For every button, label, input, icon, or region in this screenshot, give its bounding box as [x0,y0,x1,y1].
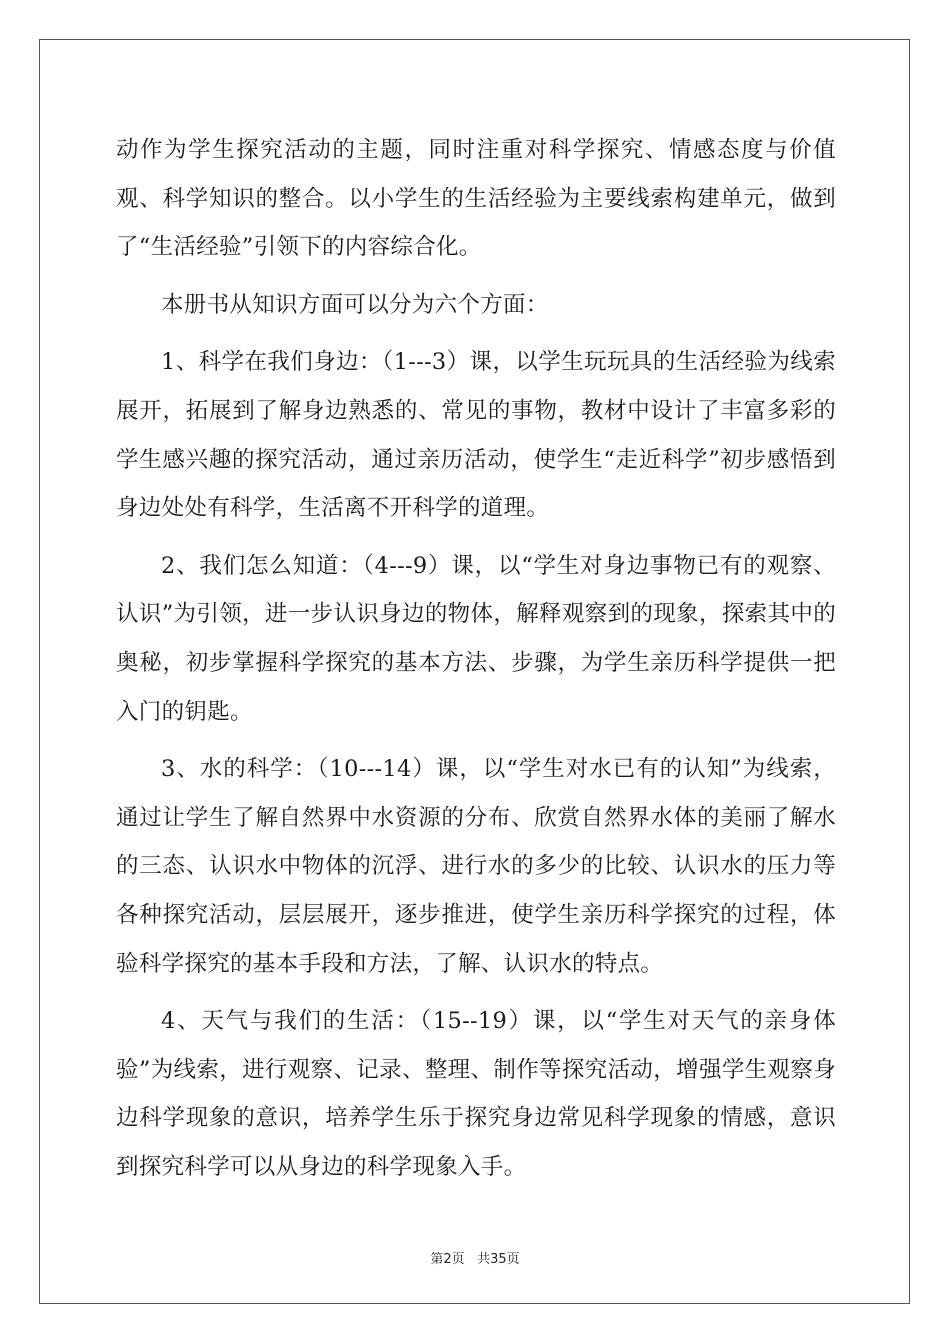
paragraph-section-1: 1、科学在我们身边：（1---3）课，以学生玩玩具的生活经验为线索展开，拓展到了解身边熟悉的、常见的事物，教材中设计了丰富多彩的学生感兴趣的探究活动，通过亲历活动，使学生“走近科学”初步感悟到身边处处有科学，生活离不开科学的道理。 [116,349,836,522]
document-body [116,126,836,1191]
paragraph-overview: 本册书从知识方面可以分为六个方面： [161,291,549,318]
page-total: 共35页 [477,1252,520,1267]
paragraph-continued: 动作为学生探究活动的主题，同时注重对科学探究、情感态度与价值观、科学知识的整合。以小学生的生活经验为主要线索构建单元，做到了“生活经验”引领下的内容综合化。 [116,137,836,261]
page-footer [0,1248,950,1267]
paragraph-section-4: 4、天气与我们的生活：（15--19）课，以“学生对天气的亲身体验”为线索，进行观察、记录、整理、制作等探究活动，增强学生观察身边科学现象的意识，培养学生乐于探究身边常见科学现象的情感，意识到探究科学可以从身边的科学现象入手。 [116,1008,836,1180]
paragraph-section-2: 2、我们怎么知道：（4---9）课，以“学生对身边事物已有的观察、认识”为引领，进一步认识身边的物体，解释观察到的现象，探索其中的奥秘，初步掌握科学探究的基本方法、步骤，为学生亲历科学提供一把入门的钥匙。 [116,552,836,725]
page-number: 第2页 [430,1252,465,1267]
paragraph-section-3: 3、水的科学：（10---14）课，以“学生对水已有的认知”为线索，通过让学生了解自然界中水资源的分布、欣赏自然界水体的美丽了解水的三态、认识水中物体的沉浮、进行水的多少的比较、认识水的压力等各种探究活动，层层展开，逐步推进，使学生亲历科学探究的过程，体验科学探究的基本手段和方法，了解、认识水的特点。 [116,756,836,977]
